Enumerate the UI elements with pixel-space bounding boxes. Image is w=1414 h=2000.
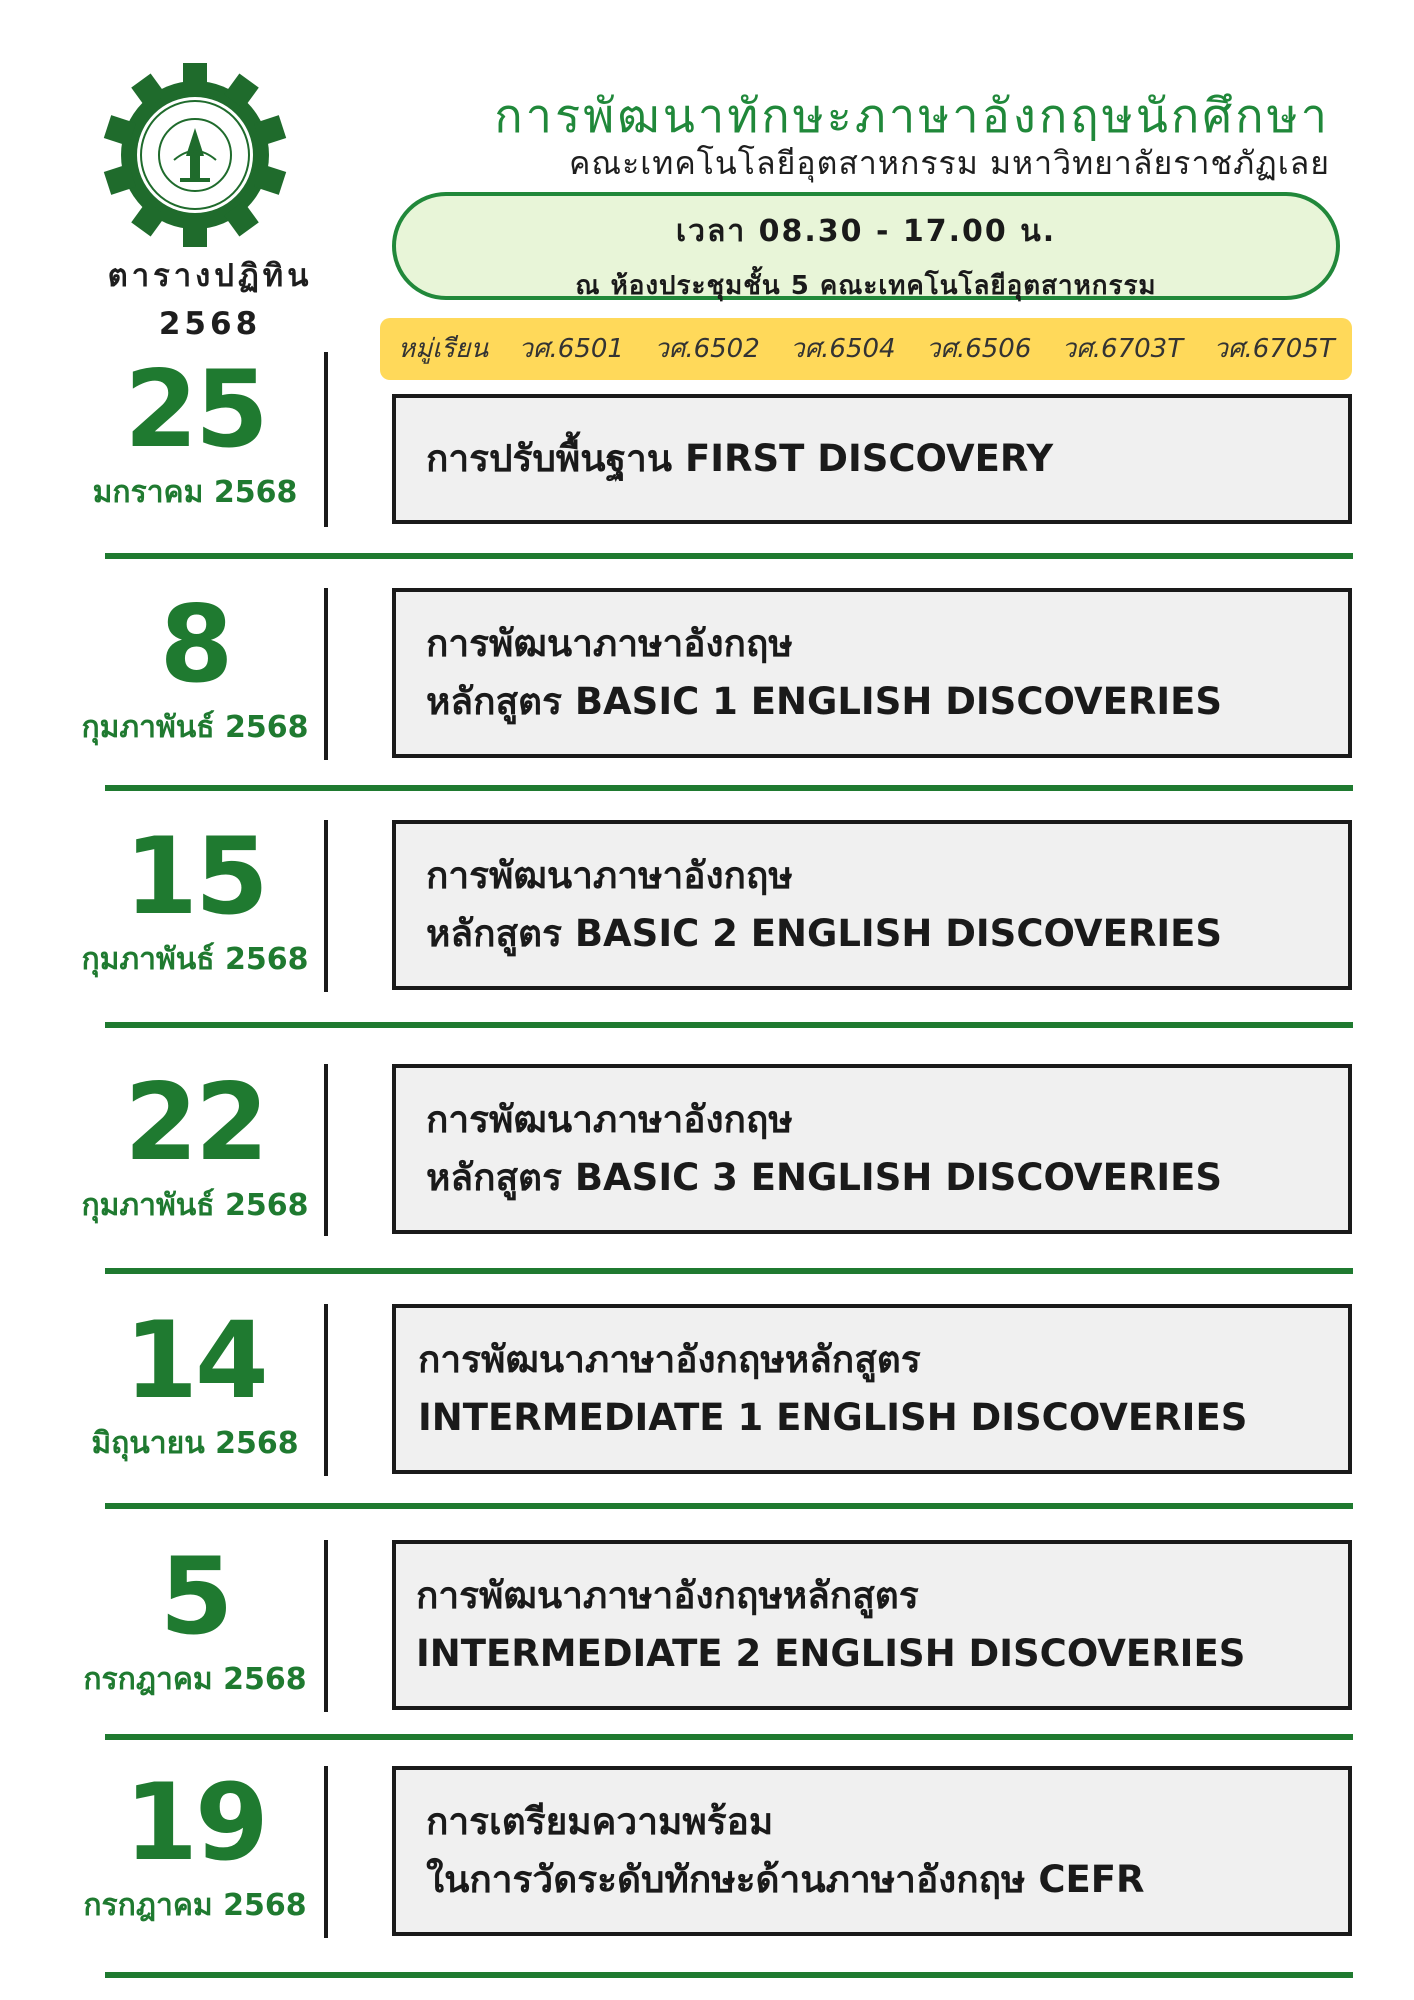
group-item: วศ.6501	[518, 334, 624, 364]
event-date	[60, 583, 330, 751]
event-box	[392, 820, 1352, 990]
row-separator	[105, 785, 1353, 791]
row-separator	[105, 553, 1353, 559]
event-text: การพัฒนาภาษาอังกฤษหลักสูตร	[418, 1338, 921, 1381]
group-item: วศ.6703T	[1061, 334, 1184, 364]
event-date	[60, 1299, 330, 1467]
date-divider	[324, 1540, 328, 1712]
calendar-year: 2568	[158, 306, 262, 342]
event-date	[60, 348, 330, 516]
row-separator	[105, 1268, 1353, 1274]
event-month: กุมภาพันธ์ 2568	[81, 710, 309, 745]
event-day: 5	[159, 1535, 231, 1658]
event-month: มิถุนายน 2568	[91, 1426, 299, 1461]
group-item: วศ.6504	[790, 334, 896, 364]
row-separator	[105, 1022, 1353, 1028]
group-item: วศ.6506	[925, 334, 1032, 364]
groups-label: หมู่เรียน	[398, 334, 489, 364]
event-day: 15	[124, 815, 266, 938]
event-text: การพัฒนาภาษาอังกฤษหลักสูตร	[416, 1574, 919, 1617]
event-box	[392, 1540, 1352, 1710]
event-text: หลักสูตร BASIC 2 ENGLISH DISCOVERIES	[426, 912, 1223, 955]
event-text: การพัฒนาภาษาอังกฤษ	[426, 854, 793, 897]
page-title: การพัฒนาทักษะภาษาอังกฤษนักศึกษา	[494, 89, 1330, 144]
event-day: 8	[159, 583, 231, 706]
venue-line: ณ ห้องประชุมชั้น 5 คณะเทคโนโลยีอุตสาหกรรม	[575, 271, 1157, 301]
page-subtitle: คณะเทคโนโลยีอุตสาหกรรม มหาวิทยาลัยราชภัฏเลย	[569, 144, 1330, 182]
event-date	[60, 1761, 330, 1929]
date-divider	[324, 352, 328, 527]
date-divider	[324, 820, 328, 992]
event-text: ในการวัดระดับทักษะด้านภาษาอังกฤษ CEFR	[426, 1858, 1145, 1901]
event-month: กรกฎาคม 2568	[83, 1888, 307, 1923]
event-text: หลักสูตร BASIC 1 ENGLISH DISCOVERIES	[426, 680, 1223, 723]
event-month: กุมภาพันธ์ 2568	[81, 942, 309, 977]
event-month: มกราคม 2568	[92, 475, 298, 510]
event-date	[60, 1535, 330, 1703]
event-day: 14	[124, 1299, 266, 1422]
event-box	[392, 394, 1352, 524]
date-divider	[324, 1304, 328, 1476]
group-item: วศ.6502	[654, 334, 760, 364]
event-month: กรกฎาคม 2568	[83, 1662, 307, 1697]
event-text: INTERMEDIATE 2 ENGLISH DISCOVERIES	[416, 1632, 1246, 1675]
calendar-title: ตารางปฏิทิน	[107, 258, 313, 294]
time-venue-banner	[392, 192, 1340, 300]
date-divider	[324, 1766, 328, 1938]
event-day: 25	[124, 348, 266, 471]
event-text: INTERMEDIATE 1 ENGLISH DISCOVERIES	[418, 1396, 1248, 1439]
event-text: การพัฒนาภาษาอังกฤษ	[426, 1098, 793, 1141]
time-line: เวลา 08.30 - 17.00 น.	[675, 214, 1057, 249]
event-box	[392, 1064, 1352, 1234]
event-day: 22	[124, 1061, 266, 1184]
event-month: กุมภาพันธ์ 2568	[81, 1188, 309, 1223]
university-logo	[100, 60, 290, 250]
event-text: การเตรียมความพร้อม	[426, 1800, 774, 1843]
row-separator	[105, 1734, 1353, 1740]
event-day: 19	[124, 1761, 266, 1884]
event-date	[60, 1061, 330, 1229]
event-text: หลักสูตร BASIC 3 ENGLISH DISCOVERIES	[426, 1156, 1223, 1199]
row-separator	[105, 1503, 1353, 1509]
calendar-heading	[70, 252, 350, 348]
event-box	[392, 1304, 1352, 1474]
group-item: วศ.6705T	[1213, 334, 1335, 364]
row-separator	[105, 1972, 1353, 1978]
date-divider	[324, 1064, 328, 1236]
class-groups-bar	[380, 318, 1352, 380]
event-box	[392, 1766, 1352, 1936]
event-text: การปรับพื้นฐาน FIRST DISCOVERY	[426, 437, 1054, 480]
event-date	[60, 815, 330, 983]
event-text: การพัฒนาภาษาอังกฤษ	[426, 622, 793, 665]
date-divider	[324, 588, 328, 760]
event-box	[392, 588, 1352, 758]
